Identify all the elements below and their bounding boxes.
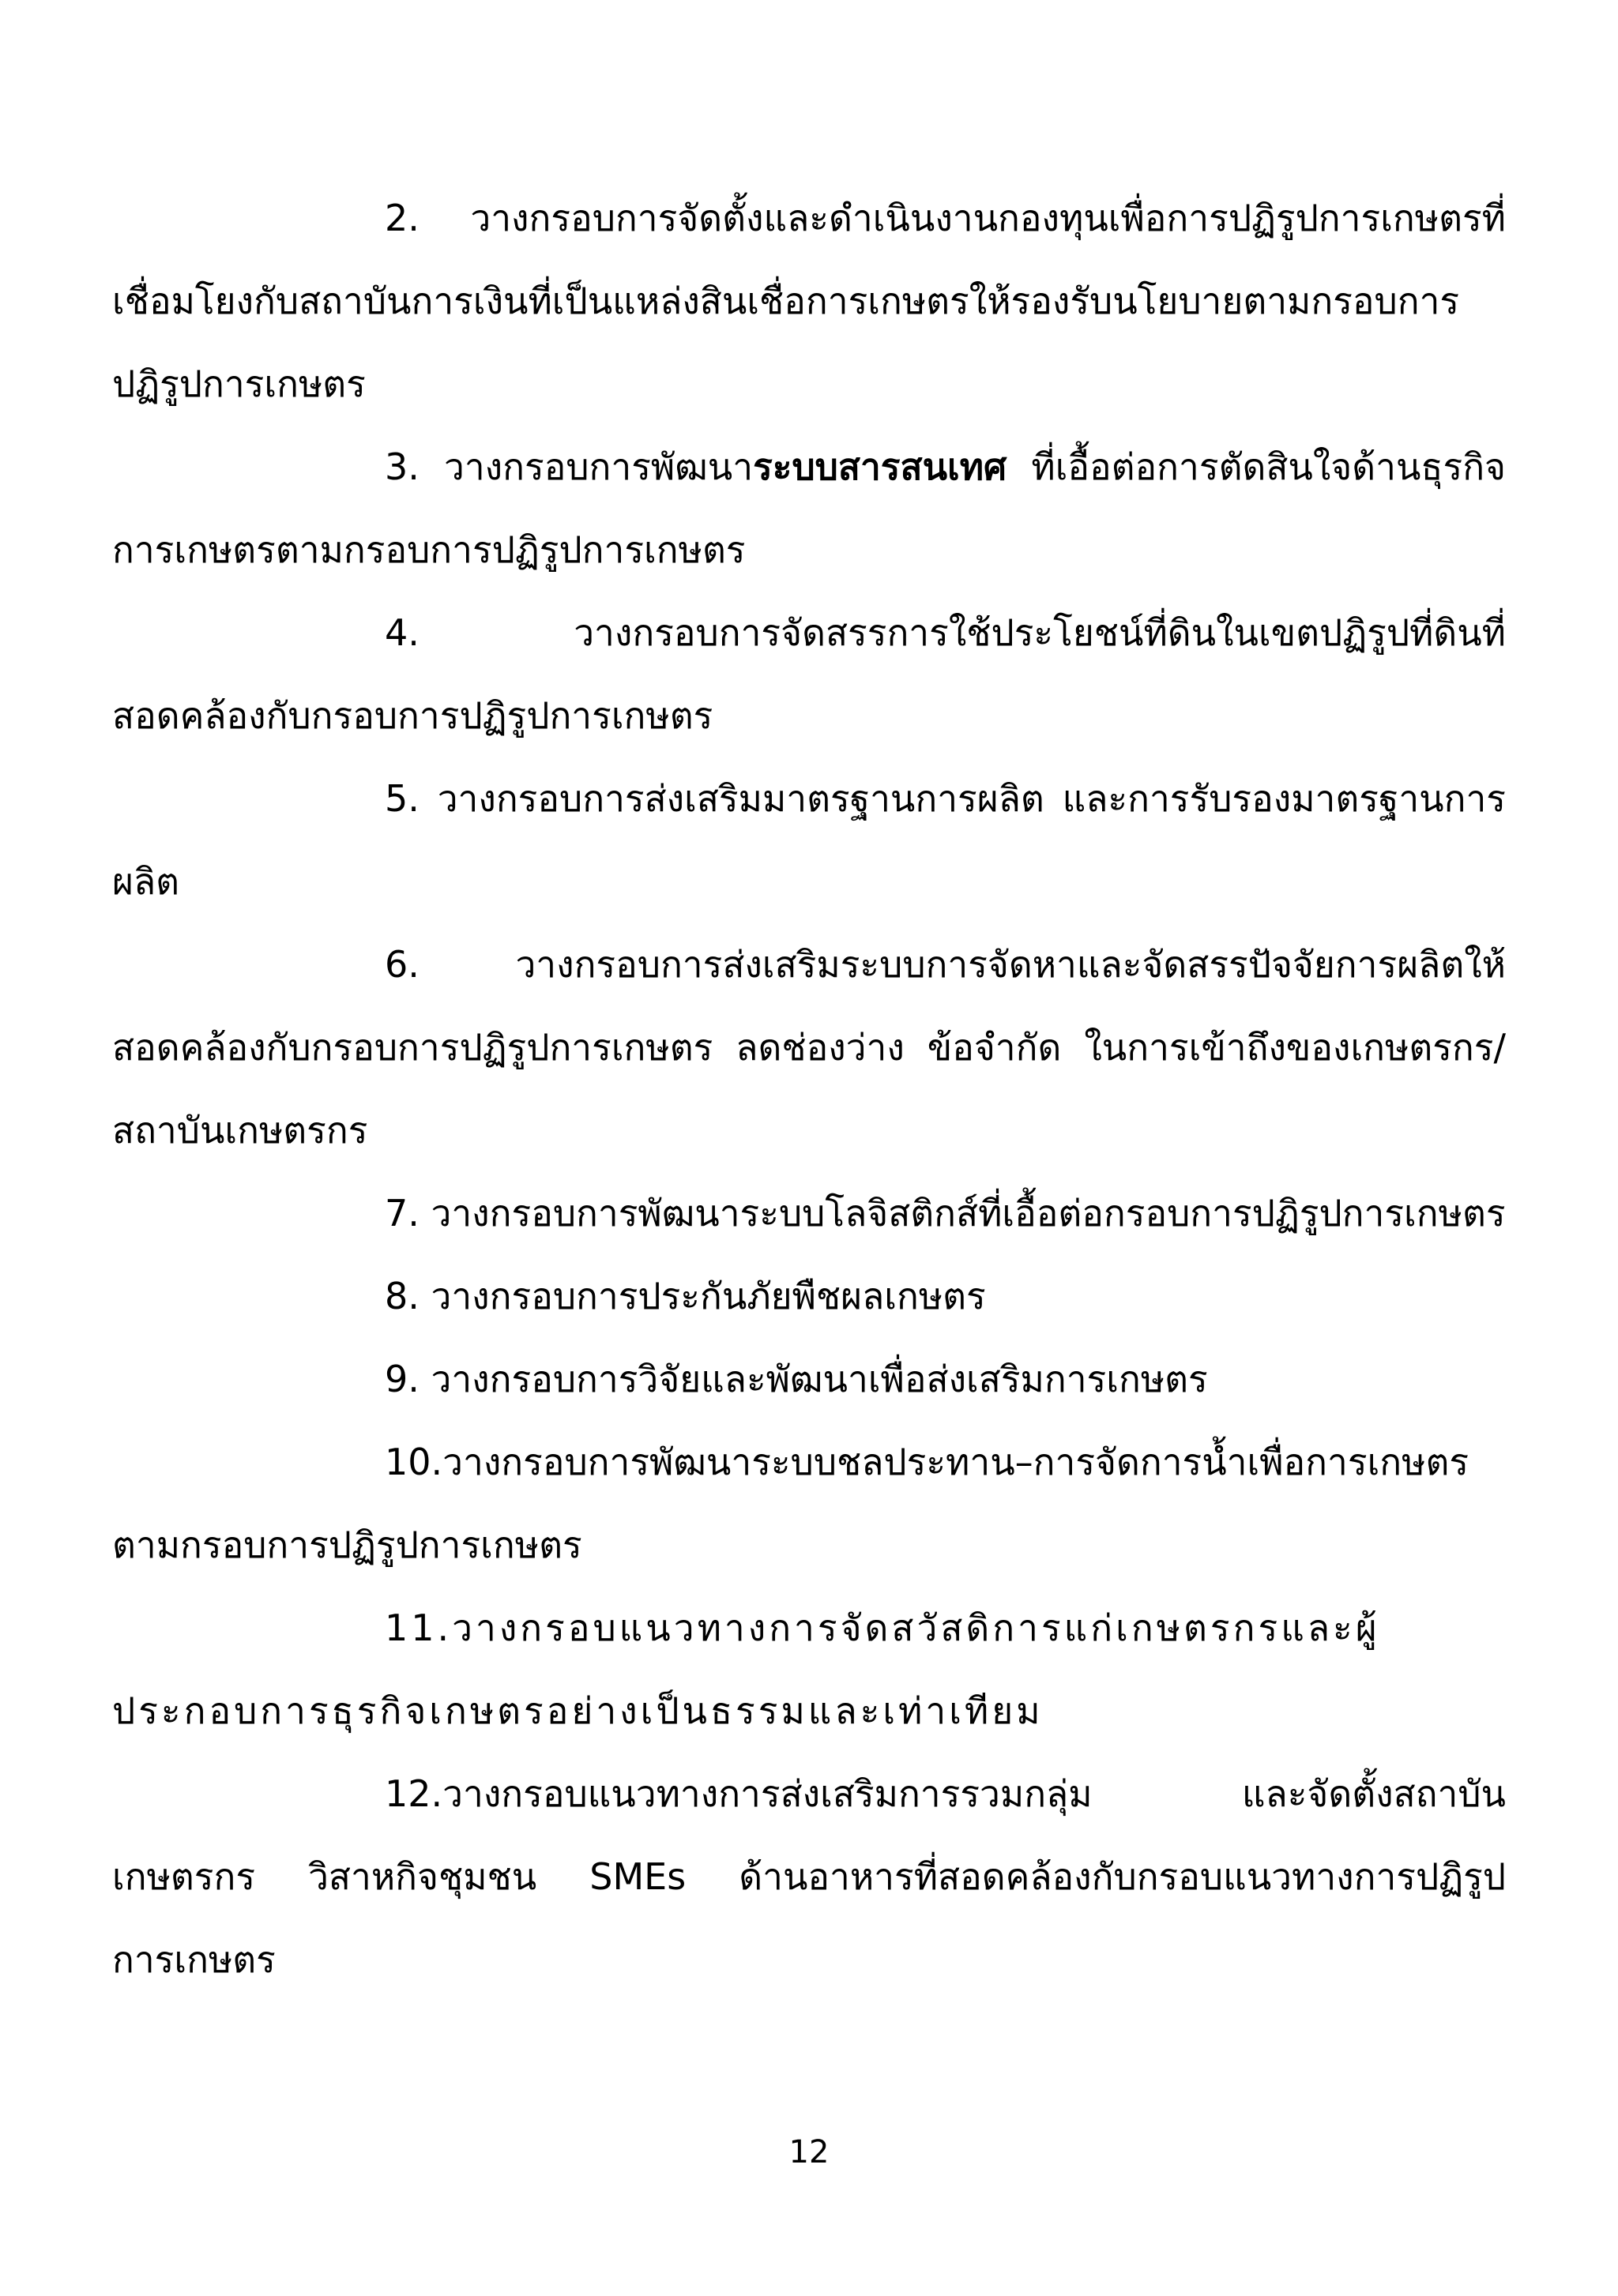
list-item-7: 7. วางกรอบการพัฒนาระบบโลจิสติกส์ที่เอื้อต่อกรอบการปฏิรูปการเกษตร xyxy=(385,1192,1506,1234)
list-item-3 xyxy=(112,426,1506,592)
list-item-9: 9. วางกรอบการวิจัยและพัฒนาเพื่อส่งเสริมการเกษตร xyxy=(385,1358,1208,1400)
list-item-5: 5. วางกรอบการส่งเสริมมาตรฐานการผลิต และการรับรองมาตรฐานการผลิต xyxy=(112,777,1506,903)
page-number: 12 xyxy=(788,2134,830,2170)
list-item-10: 10.วางกรอบการพัฒนาระบบชลประทาน–การจัดการน้ำเพื่อการเกษตรตามกรอบการปฏิรูปการเกษตร xyxy=(112,1441,1469,1566)
list-item-8: 8. วางกรอบการประกันภัยพืชผลเกษตร xyxy=(385,1275,986,1317)
list-item-3-text-end: ที่เอื้อต่อการตัดสินใจด้านธุรกิจการเกษตรตามกรอบการปฏิรูปการเกษตร xyxy=(112,445,1506,571)
list-item-3-bold-term: ระบบสารสนเทศ xyxy=(753,445,1007,488)
list-item-11: 11.วางกรอบแนวทางการจัดสวัสดิการแก่เกษตรกรและผู้ประกอบการธุรกิจเกษตรอย่างเป็นธรรมและเท่าเทียม xyxy=(112,1606,1380,1732)
list-item-12: 12.วางกรอบแนวทางการส่งเสริมการรวมกลุ่ม และจัดตั้งสถาบันเกษตรกร วิสาหกิจชุมชน SMEs ด้านอาหารที่สอดคล้องกับกรอบแนวทางการปฏิรูปการเกษตร xyxy=(112,1772,1506,1981)
list-item-6: 6. วางกรอบการส่งเสริมระบบการจัดหาและจัดสรรปัจจัยการผลิตให้สอดคล้องกับกรอบการปฏิรูปการเกษตร ลดช่องว่าง ข้อจำกัด ในการเข้าถึงของเกษตรกร/สถาบันเกษตรกร xyxy=(112,943,1506,1152)
list-item-4: 4. วางกรอบการจัดสรรการใช้ประโยชน์ที่ดินในเขตปฏิรูปที่ดินที่สอดคล้องกับกรอบการปฏิรูปการเกษตร xyxy=(112,611,1506,737)
list-item-3-text-start: 3. วางกรอบการพัฒนา xyxy=(385,445,754,488)
list-item-2: 2. วางกรอบการจัดตั้งและดำเนินงานกองทุนเพื่อการปฏิรูปการเกษตรที่เชื่อมโยงกับสถาบันการเงินที่เป็นแหล่งสินเชื่อการเกษตรให้รองรับนโยบายตามกรอบการปฏิรูปการเกษตร xyxy=(112,197,1506,405)
